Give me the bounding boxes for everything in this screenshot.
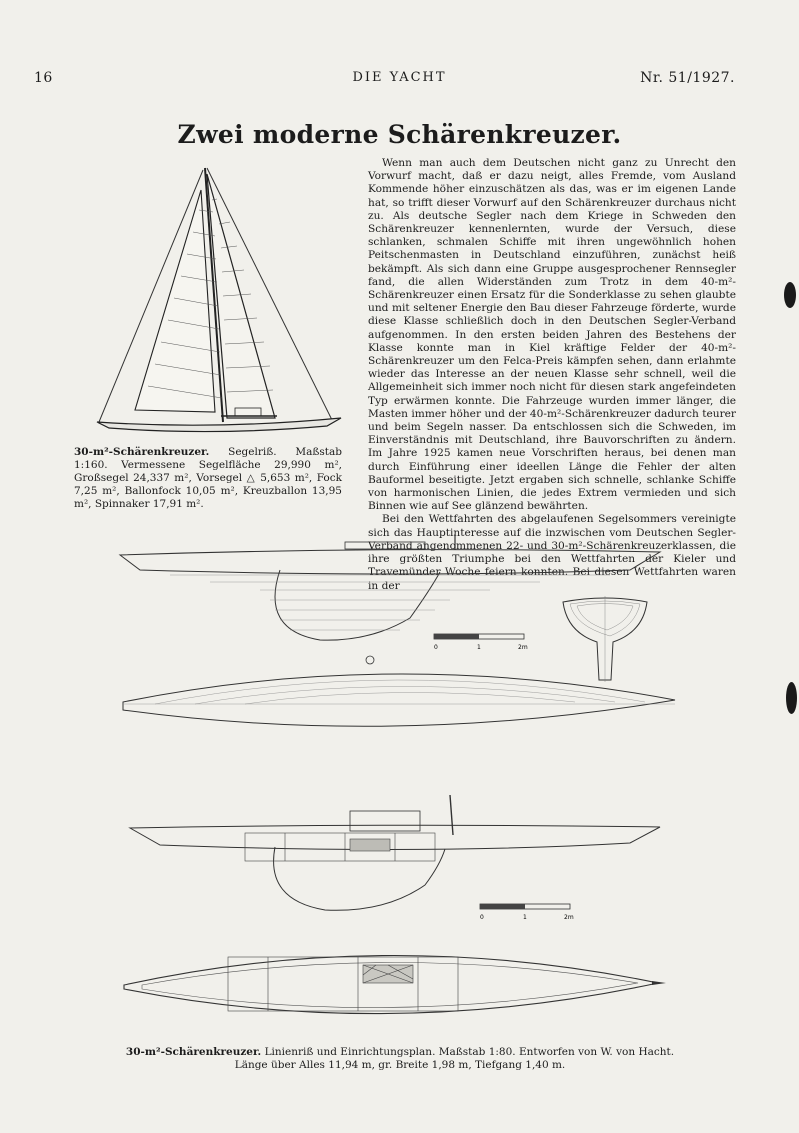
magazine-title: DIE YACHT [352,70,447,85]
sail-plan-drawing [95,160,345,440]
scale-top-0: 0 [434,644,438,651]
article-body [368,157,736,593]
paragraph-1: Wenn man auch dem Deutschen nicht ganz zu Unrecht den Vorwurf macht, daß er dazu neigt, alles Fremde, vom Ausland Kommende höher einzuschätzen als das, was er im eigenen Lande hat, so trifft dieser Vorwurf auf den Schärenkreuzer durchaus nicht zu. Als deutsche Segler nach dem Kriege in Schweden den Schärenkreuzer kennenlernten, wurde der Versuch, diese schlanken, schmalen Schiffe mit ihren ungewöhnlich hohen Peitschenmasten in Deutschland einzuführen, zunächst heiß bekämpft. Als sich dann eine Gruppe ausgesprochener Rennsegler fand, die allen Widerständen zum Trotz in dem 40-m²-Schärenkreuzer einen Ersatz für die Sonderklasse zu sehen glaubte und mit seltener Energie den Bau dieser Fahrzeuge förderte, wurde diese Klasse schließlich doch in den Deutschen Segler-Verband aufgenommen. In den ersten beiden Jahren des Bestehens der Klasse konnte man in Kiel kräftige Felder der 40-m²-Schärenkreuzer um den Felca-Preis kämpfen sehen, dann erlahmte wieder das Interesse an der neuen Klasse sehr schnell, weil die Allgemeinheit sich immer noch nicht für diesen stark angefeindeten Typ erwärmen konnte. Die Fahrzeuge wurden immer länger, die Masten immer höher und der 40-m²-Schärenkreuzer dadurch teurer und beim Segeln nasser. Da entschlossen sich die Schweden, im Einverständnis mit Deutschland, ihre Bauvorschriften zu ändern. Im Jahre 1925 kamen neue Vorschriften heraus, bei denen man durch Einführung einer ideellen Länge die Fehler der alten Bauformel beseitigte. Jetzt ergaben sich schnelle, schlanke Schiffe von harmonischen Linien, die jedes Extrem vermieden und sich Binnen wie auf See glänzend bewährten. [368,157,736,513]
lines-caption-line2: Länge über Alles 11,94 m, gr. Breite 1,98 m, Tiefgang 1,40 m. [234,1059,566,1071]
article-title: Zwei moderne Schärenkreuzer. [177,120,622,149]
page-number: 16 [34,70,53,86]
scale-bottom-2: 2m [564,914,574,921]
paragraph-2: Bei den Wettfahrten des abgelaufenen Segelsommers vereinigte sich das Hauptinteresse auf die inzwischen vom Deutschen Segler-Verband angenommenen 22- und 30-m²-Schärenkreuzerklassen, die ihre größten Triumphe bei den Wettfahrten der Kieler und Travemünder Woche feiern konnten. Bei diesen Wettfahrten waren in der [368,513,736,592]
scale-bottom-0: 0 [480,914,484,921]
lines-plan-caption [110,1046,690,1072]
issue-number: Nr. 51/1927. [640,70,735,86]
half-breadth-drawing [115,652,685,742]
scale-top-2: 2m [518,644,528,651]
scale-bar-top [432,632,532,652]
scale-top-1: 1 [477,644,481,651]
scale-bottom-1: 1 [523,914,527,921]
sail-caption-bold: 30-m²-Schärenkreuzer. [74,446,210,458]
scan-smudge [784,282,796,308]
sail-plan-caption [74,446,342,511]
lines-caption-bold: 30-m²-Schärenkreuzer. [125,1046,262,1058]
accommodation-plan-drawing [118,935,668,1035]
sail-caption-text: Segelriß. Maßstab 1:160. Vermessene Segelfläche 29,990 m², Großsegel 24,337 m², Vorsegel △ 5,653 m², Fock 7,25 m², Ballonfock 10,05 m², Kreuzballon 13,95 m², Spinnaker 17,91 m². [74,446,342,510]
scan-smudge [786,682,797,714]
interior-profile-drawing [125,795,665,915]
lines-caption-line1: Linienriß und Einrichtungsplan. Maßstab 1:80. Entworfen von W. von Hacht. [264,1046,675,1058]
scale-bar-bottom [478,902,578,922]
